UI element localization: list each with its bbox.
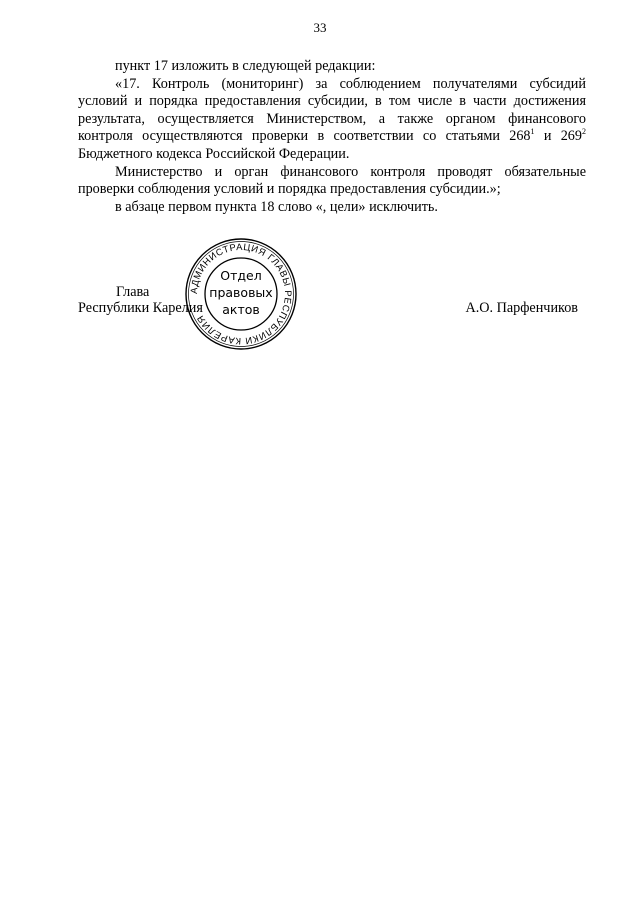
signature-title: Глава — [116, 284, 150, 300]
superscript-1: 1 — [530, 127, 535, 137]
stamp-ring-text: АДМИНИСТРАЦИЯ ГЛАВЫ РЕСПУБЛИКИ КАРЕЛИЯ — [187, 240, 295, 348]
stamp-line-1: Отдел — [220, 268, 262, 283]
stamp-line-3: актов — [222, 302, 260, 317]
paragraph-item-17-text-b: и 269 — [534, 128, 582, 145]
signature-name: А.О. Парфенчиков — [465, 300, 578, 316]
paragraph-item-17-text-c: Бюджетного кодекса Российской Федерации. — [78, 145, 350, 162]
page-number: 33 — [313, 20, 327, 35]
stamp-line-2: правовых — [209, 285, 273, 300]
official-stamp — [183, 236, 299, 352]
paragraph-item-18: в абзаце первом пункта 18 слово «, цели» исключить. — [115, 198, 438, 215]
paragraph-inspections: Министерство и орган финансового контроля проводят обязательные проверки соблюдения условий и порядка предоставления субсидии.»; — [78, 163, 586, 198]
paragraph-item-17 — [78, 76, 586, 164]
signature-organization: Республики Карелия — [78, 300, 203, 316]
paragraph-item-17-text-a: «17. Контроль (мониторинг) за соблюдением получателями субсидий условий и порядка предоставления субсидии, в том числе в части достижения результата, осуществляется Министерством, а также органом финансового контроля осуществляются проверки в соответствии со статьями 268 — [78, 75, 586, 145]
document-body — [78, 58, 586, 216]
paragraph-intro: пункт 17 изложить в следующей редакции: — [115, 58, 376, 74]
superscript-2: 2 — [582, 127, 586, 137]
